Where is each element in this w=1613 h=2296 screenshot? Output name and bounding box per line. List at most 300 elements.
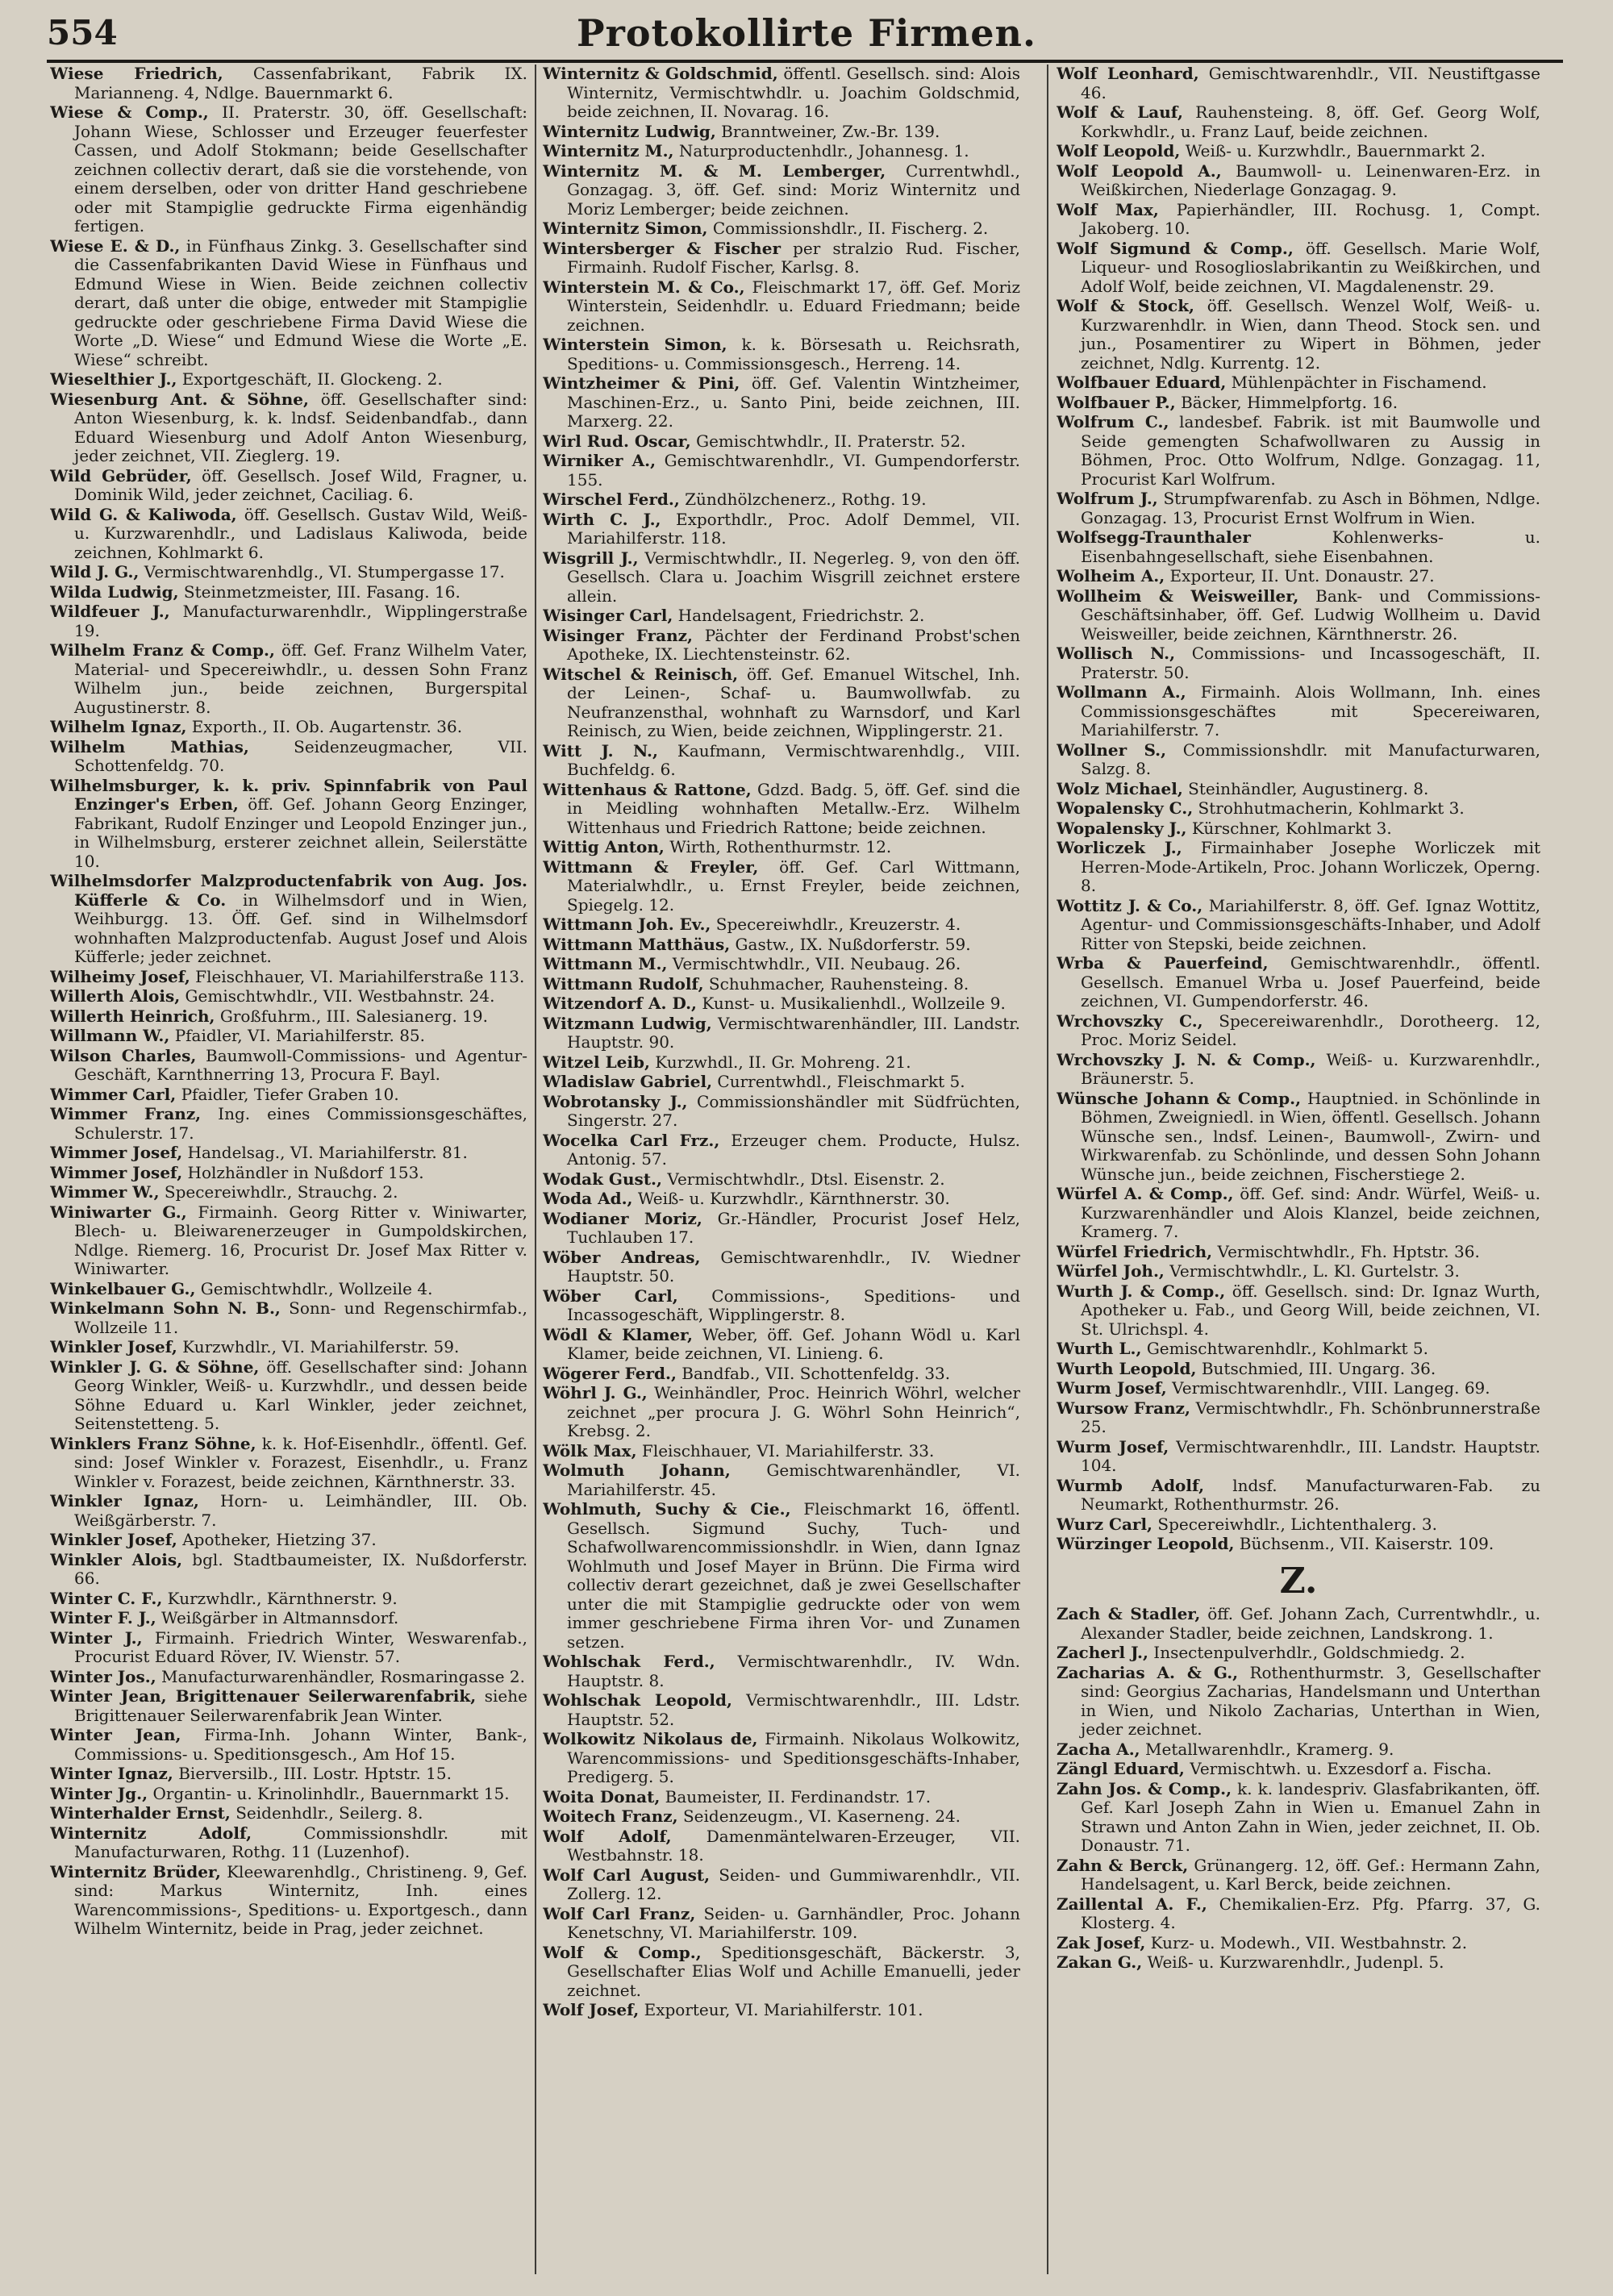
firm-entry xyxy=(1057,839,1540,896)
firm-details: landesbef. Fabrik. ist mit Baumwolle und Seide gemengten Schafwollwaren zu Aussig in Böhmen, Proc. Otto Wolfrum, Ndlge. Gonzagag. 11, Procurist Karl Wolfrum. xyxy=(1081,412,1540,489)
firm-details: Organtin- u. Krinolinhdlr., Bauernmarkt 15. xyxy=(148,1783,510,1803)
firm-details: öff. Gef. Carl Wittmann, Materialwhdlr., u. Ernst Freyler, beide zeichnen, Spiegelg. 12. xyxy=(567,856,1020,915)
firm-entry xyxy=(1057,1185,1540,1242)
firm-details: Specereiwhdlr., Kreuzerstr. 4. xyxy=(711,915,961,934)
firm-entry xyxy=(543,994,1020,1014)
firm-entry xyxy=(50,467,527,505)
firm-entry xyxy=(1057,1515,1540,1535)
firm-details: Vermischtwhdlr., Dtsl. Eisenstr. 2. xyxy=(661,1169,945,1189)
firm-name: Wintersberger & Fischer xyxy=(543,238,781,258)
firm-name: Wolf Carl August, xyxy=(543,1865,711,1885)
firm-name: Winkler Josef, xyxy=(50,1337,177,1356)
firm-entry xyxy=(50,390,527,466)
firm-details: Weber, öff. Gef. Johann Wödl u. Karl Klamer, beide zeichnen, VI. Linieng. 6. xyxy=(567,1324,1020,1363)
firm-name: Witzendorf A. D., xyxy=(543,994,697,1013)
firm-details: II. Praterstr. 30, öff. Gesellschaft: Johann Wiese, Schlosser und Erzeuger feuerfester Cassen, und Adolf Stokmann; beide Gesellschafter zeichnen collectiv derart, daß sie die vorstehende, von einem derselben, oder von dritter Hand geschriebene oder mit Stampiglie gedruckte Firma eigenhändig fertigen. xyxy=(74,102,527,235)
firm-entry xyxy=(50,641,527,717)
firm-details: Butschmied, III. Ungarg. 36. xyxy=(1196,1358,1436,1378)
firm-details: Fleischmarkt 17, öff. Gef. Moriz Winterstein, Seidenhdlr. u. Eduard Friedmann; beide zeichnen. xyxy=(567,277,1020,335)
firm-name: Woita Donat, xyxy=(543,1786,661,1806)
firm-entry xyxy=(50,1105,527,1143)
firm-entry xyxy=(50,738,527,776)
firm-details: Baumwoll- u. Leinenwaren-Erz. in Weißkirchen, Niederlage Gonzagag. 9. xyxy=(1081,160,1540,199)
firm-name: Wild J. G., xyxy=(50,562,140,581)
firm-details: Gemischtwarenhdlr., IV. Wiedner Hauptstr. 50. xyxy=(567,1247,1020,1286)
firm-details: Apotheker, Hietzing 37. xyxy=(177,1530,377,1549)
firm-entry xyxy=(543,549,1020,606)
firm-name: Witzmann Ludwig, xyxy=(543,1013,712,1033)
firm-name: Wottitz J. & Co., xyxy=(1057,895,1203,915)
firm-details: Specereiwarenhdlr., Dorotheerg. 12, Proc. Moriz Seidel. xyxy=(1081,1010,1540,1049)
firm-entry xyxy=(50,563,527,582)
firm-details: Steinmetzmeister, III. Fasang. 16. xyxy=(178,581,461,602)
firm-name: Zacha A., xyxy=(1057,1739,1140,1759)
firm-entry xyxy=(50,583,527,602)
firm-details: Kunst- u. Musikalienhdl., Wollzeile 9. xyxy=(697,994,1006,1013)
firm-entry xyxy=(50,370,527,390)
firm-details: Manufacturwarenhändler, Rosmaringasse 2. xyxy=(156,1666,525,1686)
firm-details: Insectenpulverhdlr., Goldschmiedg. 2. xyxy=(1148,1643,1465,1662)
firm-details: Vermischtwarenhdlg., VI. Stumpergasse 17. xyxy=(139,562,505,581)
firm-name: Wursow Franz, xyxy=(1057,1398,1190,1418)
firm-name: Zahn & Berck, xyxy=(1057,1855,1189,1875)
firm-name: Wurth Leopold, xyxy=(1057,1358,1197,1378)
firm-details: Firmainh. Georg Ritter v. Winiwarter, Blech- u. Bleiwarenerzeuger in Gumpoldskirchen, Ndlge. Riemerg. 16, Procurist Dr. Josef Max Ritter v. Winiwarter. xyxy=(74,1202,527,1278)
firm-details: Handelsagent, Friedrichstr. 2. xyxy=(673,606,925,625)
firm-entry xyxy=(50,1280,527,1299)
firm-entry xyxy=(50,1047,527,1085)
firm-name: Wurmb Adolf, xyxy=(1057,1475,1205,1495)
firm-details: Kurzwhdl., II. Gr. Mohreng. 21. xyxy=(649,1052,911,1072)
firm-entry xyxy=(543,742,1020,780)
firm-entry xyxy=(1057,1360,1540,1379)
firm-details: Firmainhaber Josephe Worliczek mit Herren-Mode-Artikeln, Proc. Johann Worliczek, Operng. 8. xyxy=(1081,838,1540,895)
firm-entry xyxy=(50,1492,527,1530)
firm-name: Winter F. J., xyxy=(50,1608,156,1627)
firm-name: Wrchovszky C., xyxy=(1057,1010,1203,1031)
firm-entry xyxy=(543,219,1020,239)
firm-entry xyxy=(1057,1934,1540,1953)
firm-name: Wollner S., xyxy=(1057,740,1167,760)
firm-entry xyxy=(50,237,527,370)
firm-name: Wöber Carl, xyxy=(543,1286,678,1306)
firm-entry xyxy=(543,1015,1020,1052)
firm-details: Kaufmann, Vermischtwarenhdlg., VIII. Buchfeldg. 6. xyxy=(567,740,1020,779)
firm-entry xyxy=(1057,297,1540,373)
firm-name: Winkler J. G. & Söhne, xyxy=(50,1356,260,1377)
firm-name: Wrba & Pauerfeind, xyxy=(1057,953,1269,973)
firm-name: Witzel Leib, xyxy=(543,1052,650,1072)
firm-details: Rauhensteing. 8, öff. Gef. Georg Wolf, Korkwhdlr., u. Franz Lauf, beide zeichnen. xyxy=(1081,102,1540,141)
firm-entry xyxy=(543,1170,1020,1190)
firm-entry xyxy=(50,1027,527,1046)
firm-entry xyxy=(543,1500,1020,1652)
firm-name: Winter Jg., xyxy=(50,1783,148,1803)
firm-entry xyxy=(543,1190,1020,1209)
firm-name: Worliczek J., xyxy=(1057,838,1182,857)
firm-entry xyxy=(1057,1856,1540,1894)
firm-details: Gr.-Händler, Procurist Josef Helz, Tuchlauben 17. xyxy=(567,1208,1020,1247)
firm-entry xyxy=(543,955,1020,974)
column-divider xyxy=(535,65,536,2274)
firm-entry xyxy=(543,627,1020,665)
firm-name: Wimmer Franz, xyxy=(50,1104,202,1123)
firm-details: Gemischtwhdlr., Wollzeile 4. xyxy=(195,1278,433,1298)
firm-name: Wodianer Moriz, xyxy=(543,1208,702,1228)
firm-details: bgl. Stadtbaumeister, IX. Nußdorferstr. 66. xyxy=(74,1549,527,1588)
firm-name: Winter Ignaz, xyxy=(50,1764,173,1783)
firm-name: Winkler Ignaz, xyxy=(50,1491,199,1511)
firm-name: Wolf Josef, xyxy=(543,2000,640,2019)
firm-name: Wollisch N., xyxy=(1057,644,1176,663)
firm-entry xyxy=(543,123,1020,142)
firm-details: Fleischhauer, VI. Mariahilferstraße 113. xyxy=(190,966,525,986)
page-header xyxy=(0,0,1613,63)
firm-entry xyxy=(543,142,1020,161)
firm-details: Gemischtwarenhändler, VI. Mariahilferstr. 45. xyxy=(567,1461,1020,1499)
firm-entry xyxy=(1057,1477,1540,1515)
firm-entry xyxy=(1057,799,1540,819)
firm-name: Wopalensky J., xyxy=(1057,818,1187,838)
firm-name: Zach & Stadler, xyxy=(1057,1604,1201,1623)
firm-entry xyxy=(543,452,1020,490)
firm-details: Büchsenm., VII. Kaiserstr. 109. xyxy=(1234,1534,1494,1553)
firm-details: Seidenzeugmacher, VII. Schottenfeldg. 70. xyxy=(74,736,527,775)
firm-details: Grünangerg. 12, öff. Gef.: Hermann Zahn, Handelsagent, u. Karl Berck, beide zeichnen. xyxy=(1081,1855,1540,1894)
firm-entry xyxy=(1057,644,1540,682)
firm-name: Winternitz Adolf, xyxy=(50,1823,252,1843)
firm-entry xyxy=(543,1287,1020,1325)
firm-entry xyxy=(50,968,527,987)
firm-name: Wölk Max, xyxy=(543,1440,637,1461)
firm-entry xyxy=(543,781,1020,838)
firm-details: Papierhändler, III. Rochusg. 1, Compt. Jakoberg. 10. xyxy=(1081,199,1540,238)
firm-details: Kürschner, Kohlmarkt 3. xyxy=(1186,818,1392,838)
firm-entry xyxy=(543,1365,1020,1384)
firm-name: Wimmer Josef, xyxy=(50,1143,183,1162)
firm-name: Winkler Josef, xyxy=(50,1530,177,1549)
firm-details: öff. Gesellsch. Josef Wild, Fragner, u. Dominik Wild, jeder zeichnet, Caciliag. 6. xyxy=(74,465,527,504)
firm-name: Zakan G., xyxy=(1057,1952,1143,1972)
firm-name: Wolf Max, xyxy=(1057,199,1159,219)
firm-name: Wirniker A., xyxy=(543,451,656,470)
firm-entry xyxy=(1057,1740,1540,1760)
firm-entry xyxy=(1057,1953,1540,1973)
firm-entry xyxy=(1057,1051,1540,1089)
firm-entry xyxy=(1057,1664,1540,1740)
firm-name: Wollmann A., xyxy=(1057,682,1186,702)
firm-entry xyxy=(543,374,1020,431)
firm-name: Wolheim A., xyxy=(1057,566,1165,585)
firm-details: k. k. landespriv. Glasfabrikanten, öff. Gef. Karl Joseph Zahn in Wien u. Emanuel Zahn in Strawn und Anton Zahn in Wien, jeder zeichnet, II. Ob. Donaustr. 71. xyxy=(1081,1778,1540,1855)
firm-entry xyxy=(1057,1438,1540,1476)
firm-details: Commissionshdlr. mit Manufacturwaren, Rothg. 11 (Luzenhof). xyxy=(74,1823,527,1861)
firm-entry xyxy=(543,1691,1020,1729)
firm-name: Wittmann & Freyler, xyxy=(543,856,759,877)
firm-details: Chemikalien-Erz. Pfg. Pfarrg. 37, G. Klosterg. 4. xyxy=(1081,1894,1540,1932)
firm-details: öff. Gef. Johann Georg Enzinger, Fabrikant, Rudolf Enzinger und Leopold Enzinger jun., in Wilhelmsburg, ersterer zeichnet allein, Seilerstätte 10. xyxy=(74,794,527,871)
firm-name: Winter Jean, xyxy=(50,1725,181,1744)
firm-entry xyxy=(50,103,527,236)
firm-name: Wolkowitz Nikolaus de, xyxy=(543,1729,758,1748)
firm-name: Wobrotansky J., xyxy=(543,1091,688,1111)
firm-name: Wolf Adolf, xyxy=(543,1826,672,1846)
firm-name: Woda Ad., xyxy=(543,1189,633,1208)
firm-name: Wildfeuer J., xyxy=(50,602,170,621)
firm-details: Bandfab., VII. Schottenfeldg. 33. xyxy=(676,1363,951,1383)
firm-name: Wolf Sigmund & Comp., xyxy=(1057,238,1294,258)
firm-entry xyxy=(1057,1780,1540,1856)
firm-name: Wolf Leopold A., xyxy=(1057,160,1222,181)
firm-name: Wocelka Carl Frz., xyxy=(543,1130,720,1150)
firm-entry xyxy=(50,718,527,737)
firm-entry xyxy=(543,1053,1020,1073)
firm-entry xyxy=(50,872,527,967)
firm-details: Baumeister, II. Ferdinandstr. 17. xyxy=(660,1786,932,1806)
firm-entry xyxy=(543,1944,1020,2001)
firm-name: Winternitz & Goldschmid, xyxy=(543,65,778,83)
firm-entry xyxy=(50,1668,527,1687)
firm-name: Wilhelm Mathias, xyxy=(50,736,249,756)
firm-details: Wirth, Rothenthurmstr. 12. xyxy=(664,837,892,856)
firm-entry xyxy=(1057,1399,1540,1437)
firm-details: Specereiwhdlr., Strauchg. 2. xyxy=(159,1182,398,1202)
firm-details: in Wilhelmsdorf und in Wien, Weihburgg. 13. Öff. Gef. sind in Wilhelmsdorf wohnhaften Malzproductenfab. August Josef und Alois Küfferle; jeder zeichnet. xyxy=(74,890,527,966)
firm-entry xyxy=(543,1730,1020,1787)
firm-details: Weißgärber in Altmannsdorf. xyxy=(156,1608,399,1627)
firm-entry xyxy=(1057,780,1540,799)
firm-details: Steinhändler, Augustinerg. 8. xyxy=(1182,778,1429,798)
firm-entry xyxy=(543,1248,1020,1286)
firm-name: Wögerer Ferd., xyxy=(543,1363,677,1383)
firm-details: Currentwhdl., Gonzagag. 3, öff. Gef. sind: Moriz Winternitz und Moriz Lemberger; beide zeichnen. xyxy=(567,160,1020,219)
firm-name: Wolfbauer P., xyxy=(1057,392,1176,412)
firm-name: Wittenhaus & Rattone, xyxy=(543,779,752,799)
firm-entry xyxy=(50,1435,527,1492)
firm-details: Mühlenpächter in Fischamend. xyxy=(1226,373,1487,392)
firm-details: Commissionshdlr. mit Manufacturwaren, Salzg. 8. xyxy=(1081,740,1540,778)
section-letter: Z. xyxy=(1279,1560,1318,1602)
firm-entry xyxy=(1057,528,1540,566)
firm-entry xyxy=(543,1093,1020,1131)
firm-details: Pfaidler, Tiefer Graben 10. xyxy=(176,1084,399,1104)
firm-name: Würfel A. & Comp., xyxy=(1057,1184,1234,1203)
firm-entry xyxy=(543,1807,1020,1827)
firm-entry xyxy=(543,915,1020,935)
firm-details: Vermischtwhdlr., II. Negerleg. 9, von den öff. Gesellsch. Clara u. Joachim Wisgrill zeichnet erstere allein. xyxy=(567,548,1020,606)
firm-name: Wolf & Lauf, xyxy=(1057,102,1183,122)
firm-name: Zacherl J., xyxy=(1057,1643,1148,1662)
firm-details: Gdzd. Badg. 5, öff. Gef. sind die in Meidling wohnhaften Metallw.-Erz. Wilhelm Wittenhaus und Friedrich Rattone; beide zeichnen. xyxy=(567,779,1020,837)
firm-entry xyxy=(1057,1012,1540,1050)
firm-entry xyxy=(50,1164,527,1183)
firm-entry xyxy=(543,1326,1020,1364)
firm-details: Strohhutmacherin, Kohlmarkt 3. xyxy=(1193,798,1465,818)
firm-details: Gemischtwarenhdlr., Kohlmarkt 5. xyxy=(1141,1339,1428,1358)
firm-name: Wilson Charles, xyxy=(50,1045,197,1065)
firm-name: Wurth J. & Comp., xyxy=(1057,1281,1226,1301)
firm-entry xyxy=(543,1905,1020,1943)
firm-name: Wolfrum C., xyxy=(1057,412,1169,431)
firm-entry xyxy=(543,606,1020,626)
firm-details: Erzeuger chem. Producte, Hulsz. Antonig. 57. xyxy=(567,1130,1020,1169)
firm-details: Vermischtwhdlr., VII. Neubaug. 26. xyxy=(667,954,961,973)
firm-details: Kleewarenhdlg., Christineng. 9, Gef. sind: Markus Winternitz, Inh. eines Warencommissions-, Speditions- u. Exportgesch., dann Wilhelm Winternitz, beide in Prag, jeder zeichnet. xyxy=(74,1861,527,1938)
firm-details: Commissions- und Incassogeschäft, II. Praterstr. 50. xyxy=(1081,644,1540,682)
firm-name: Wirl Rud. Oscar, xyxy=(543,431,691,451)
firm-name: Wiese & Comp., xyxy=(50,102,209,122)
firm-entry xyxy=(543,1788,1020,1807)
firm-details: Rothenthurmstr. 3, Gesellschafter sind: Georgius Zacharias, Handelsmann und Unterthan in Wien, und Nikolo Zacharias, Unterthan in Wien, jeder zeichnet. xyxy=(1081,1662,1540,1739)
firm-name: Wohlmuth, Suchy & Cie., xyxy=(543,1499,791,1519)
firm-name: Willerth Heinrich, xyxy=(50,1006,215,1026)
firm-name: Wopalensky C., xyxy=(1057,798,1194,818)
firm-entry xyxy=(1057,1895,1540,1933)
firm-entry xyxy=(1057,65,1540,102)
firm-details: lndsf. Manufacturwaren-Fab. zu Neumarkt, Rothenthurmstr. 26. xyxy=(1081,1475,1540,1514)
page-title: Protokollirte Firmen. xyxy=(577,11,1036,55)
firm-name: Würfel Friedrich, xyxy=(1057,1241,1213,1261)
firm-entry xyxy=(50,1726,527,1764)
firm-name: Wimmer W., xyxy=(50,1182,160,1202)
firm-details: Bäcker, Himmelpfortg. 16. xyxy=(1175,392,1398,412)
directory-column-3 xyxy=(1057,65,1540,2274)
firm-entry xyxy=(543,1384,1020,1441)
firm-entry xyxy=(1057,587,1540,644)
firm-entry xyxy=(543,432,1020,452)
firm-name: Wolmuth Johann, xyxy=(543,1461,731,1480)
firm-entry xyxy=(1057,897,1540,954)
firm-entry xyxy=(1057,1644,1540,1663)
firm-entry xyxy=(1057,240,1540,297)
firm-details: öff. Gesellschafter sind: Johann Georg Winkler, Weiß- u. Kurzwhdlr., und dessen beide Söhne Eduard u. Karl Winkler, jeder zeichnet, Seitenstetteng. 5. xyxy=(74,1356,527,1433)
firm-entry xyxy=(1057,1605,1540,1643)
firm-name: Wolf Leonhard, xyxy=(1057,65,1199,83)
firm-name: Witt J. N., xyxy=(543,740,658,760)
firm-name: Zak Josef, xyxy=(1057,1932,1146,1952)
firm-details: Holzhändler in Nußdorf 153. xyxy=(182,1162,424,1182)
firm-name: Wolz Michael, xyxy=(1057,778,1183,798)
firm-details: Bierversilb., III. Lostr. Hptstr. 15. xyxy=(173,1764,452,1783)
firm-name: Winterhalder Ernst, xyxy=(50,1803,231,1823)
firm-entry xyxy=(543,335,1020,373)
firm-entry xyxy=(1057,142,1540,161)
firm-entry xyxy=(50,1629,527,1667)
firm-entry xyxy=(543,278,1020,335)
firm-details: siehe Brigittenauer Seilerwarenfabrik Jean Winter. xyxy=(74,1686,527,1725)
firm-details: Horn- u. Leimhändler, III. Ob. Weißgärberstr. 7. xyxy=(74,1491,527,1530)
firm-entry xyxy=(50,1531,527,1550)
firm-name: Zahn Jos. & Comp., xyxy=(1057,1778,1232,1798)
firm-details: Kurzwhdlr., VI. Mariahilferstr. 59. xyxy=(177,1337,460,1356)
firm-name: Wilhelm Franz & Comp., xyxy=(50,640,275,660)
firm-entry xyxy=(1057,1760,1540,1779)
firm-entry xyxy=(1057,1262,1540,1281)
firm-details: Handelsag., VI. Mariahilferstr. 81. xyxy=(182,1143,468,1162)
firm-name: Winkelbauer G., xyxy=(50,1278,196,1298)
firm-name: Winterstein M. & Co., xyxy=(543,277,745,297)
column-divider xyxy=(1047,65,1048,2274)
firm-details: Sonn- und Regenschirmfab., Wollzeile 11. xyxy=(74,1298,527,1337)
firm-name: Wollheim & Weisweiller, xyxy=(1057,585,1299,606)
firm-entry xyxy=(1057,1090,1540,1185)
firm-details: Kurz- u. Modewh., VII. Westbahnstr. 2. xyxy=(1145,1932,1468,1952)
firm-details: öff. Gesellsch. Wenzel Wolf, Weiß- u. Kurzwarenhdlr. in Wien, dann Theod. Stock sen. und jun., Posamentirer zu Wipert in Böhmen, jeder zeichnet, Ndlg. Kurrentg. 12. xyxy=(1081,296,1540,373)
firm-name: Wittmann Matthäus, xyxy=(543,934,731,954)
firm-details: Currentwhdl., Fleischmarkt 5. xyxy=(712,1072,965,1091)
firm-details: Pfaidler, VI. Mariahilferstr. 85. xyxy=(169,1026,425,1045)
firm-name: Wurth L., xyxy=(1057,1339,1142,1358)
firm-name: Wilheimy Josef, xyxy=(50,966,190,986)
header-rule xyxy=(47,60,1563,63)
page-number: 554 xyxy=(47,13,118,52)
firm-name: Wittmann M., xyxy=(543,954,668,973)
firm-name: Wurm Josef, xyxy=(1057,1436,1169,1456)
firm-entry xyxy=(543,1073,1020,1092)
firm-entry xyxy=(543,1442,1020,1461)
firm-name: Wittmann Joh. Ev., xyxy=(543,915,711,934)
firm-name: Wilda Ludwig, xyxy=(50,581,179,602)
firm-name: Wild Gebrüder, xyxy=(50,465,192,485)
firm-details: öff. Gef. Franz Wilhelm Vater, Material- und Specereiwhdlr., u. dessen Sohn Franz Wilhelm jun., beide zeichnen, Burgerspital Augustinerstr. 8. xyxy=(74,640,527,717)
firm-name: Wöber Andreas, xyxy=(543,1247,701,1267)
firm-details: Kurzwhdlr., Kärnthnerstr. 9. xyxy=(162,1588,398,1608)
firm-name: Wiese E. & D., xyxy=(50,235,181,256)
firm-details: Weinhändler, Proc. Heinrich Wöhrl, welcher zeichnet „per procura J. G. Wöhrl Sohn Heinrich“, Krebsg. 2. xyxy=(567,1383,1020,1440)
firm-details: k. k. Börsesath u. Reichsrath, Speditions- u. Commissionsgesch., Herreng. 14. xyxy=(567,335,1020,373)
firm-name: Wittmann Rudolf, xyxy=(543,973,704,994)
firm-entry xyxy=(543,665,1020,741)
firm-details: Damenmäntelwaren-Erzeuger, VII. Westbahnstr. 18. xyxy=(567,1826,1020,1865)
firm-details: Fleischmarkt 16, öffentl. Gesellsch. Sigmund Suchy, Tuch- und Schafwollwarencommissionshdlr. in Wien, dann Ignaz Wohlmuth und Josef Mayer in Brünn. Die Firma wird collectiv derart gezeichnet, daß je zwei Gesellschafter unter die mit Stampiglie gedruckte oder von wem immer geschriebene Firma ihren Vor- und Zunamen setzen. xyxy=(567,1499,1020,1652)
firm-name: Winternitz M. & M. Lemberger, xyxy=(543,160,886,181)
firm-name: Wödl & Klamer, xyxy=(543,1324,694,1344)
firm-name: Wrchovszky J. N. & Comp., xyxy=(1057,1049,1316,1069)
firm-entry xyxy=(1057,490,1540,527)
firm-name: Wilhelmsdorfer Malzproductenfabrik von Aug. Jos. Küfferle & Co. xyxy=(50,871,527,910)
firm-entry xyxy=(543,1827,1020,1865)
firm-name: Winternitz Simon, xyxy=(543,219,708,238)
firm-name: Wild G. & Kaliwoda, xyxy=(50,504,237,524)
firm-name: Wurm Josef, xyxy=(1057,1378,1167,1398)
firm-entry xyxy=(50,1551,527,1589)
firm-details: Manufacturwarenhdlr., Wipplingerstraße 19. xyxy=(74,602,527,640)
firm-name: Wittig Anton, xyxy=(543,837,665,856)
firm-entry xyxy=(50,65,527,102)
firm-entry xyxy=(543,490,1020,510)
firm-details: in Fünfhaus Zinkg. 3. Gesellschafter sind die Cassenfabrikanten David Wiese in Fünfhaus und Edmund Wiese in Wien. Beide zeichnen collectiv derart, daß unter die obige, entweder mit Stampiglie gedruckte oder geschriebene Firma David Wiese die Worte „D. Wiese“ und Edmund Wiese die Worte „E. Wiese“ schreibt. xyxy=(74,235,527,369)
firm-name: Winterstein Simon, xyxy=(543,335,727,354)
firm-details: Exporteur, II. Unt. Donaustr. 27. xyxy=(1165,566,1435,585)
firm-details: k. k. Hof-Eisenhdlr., öffentl. Gef. sind: Josef Winkler v. Forazest, Eisenhdlr., u. Franz Winkler v. Forazest, beide zeichnen, Kärnthnerstr. 33. xyxy=(74,1433,527,1491)
firm-details: Gemischtwarenhdlr., VI. Gumpendorferstr. 155. xyxy=(567,451,1020,490)
firm-details: Ing. eines Commissionsgeschäftes, Schulerstr. 17. xyxy=(74,1104,527,1143)
firm-entry xyxy=(543,240,1020,277)
directory-column-2 xyxy=(543,65,1020,2274)
firm-name: Wolfbauer Eduard, xyxy=(1057,373,1227,392)
firm-details: Seidenhdlr., Seilerg. 8. xyxy=(230,1803,423,1823)
firm-entry xyxy=(1057,103,1540,141)
firm-details: Seidenzeugm., VI. Kaserneng. 24. xyxy=(677,1806,961,1826)
firm-entry xyxy=(1057,741,1540,779)
firm-entry xyxy=(50,1338,527,1357)
firm-details: Weiß- u. Kurzwarenhdlr., Judenpl. 5. xyxy=(1142,1952,1444,1972)
firm-entry xyxy=(50,1785,527,1804)
firm-details: Mariahilferstr. 8, öff. Gef. Ignaz Wottitz, Agentur- und Commissionsgeschäfts-Inhaber, und Adolf Ritter von Stepski, beide zeichnen. xyxy=(1081,895,1540,953)
firm-name: Winklers Franz Söhne, xyxy=(50,1433,256,1453)
firm-details: Commissionshdlr., II. Fischerg. 2. xyxy=(707,219,989,238)
firm-entry xyxy=(50,1863,527,1939)
